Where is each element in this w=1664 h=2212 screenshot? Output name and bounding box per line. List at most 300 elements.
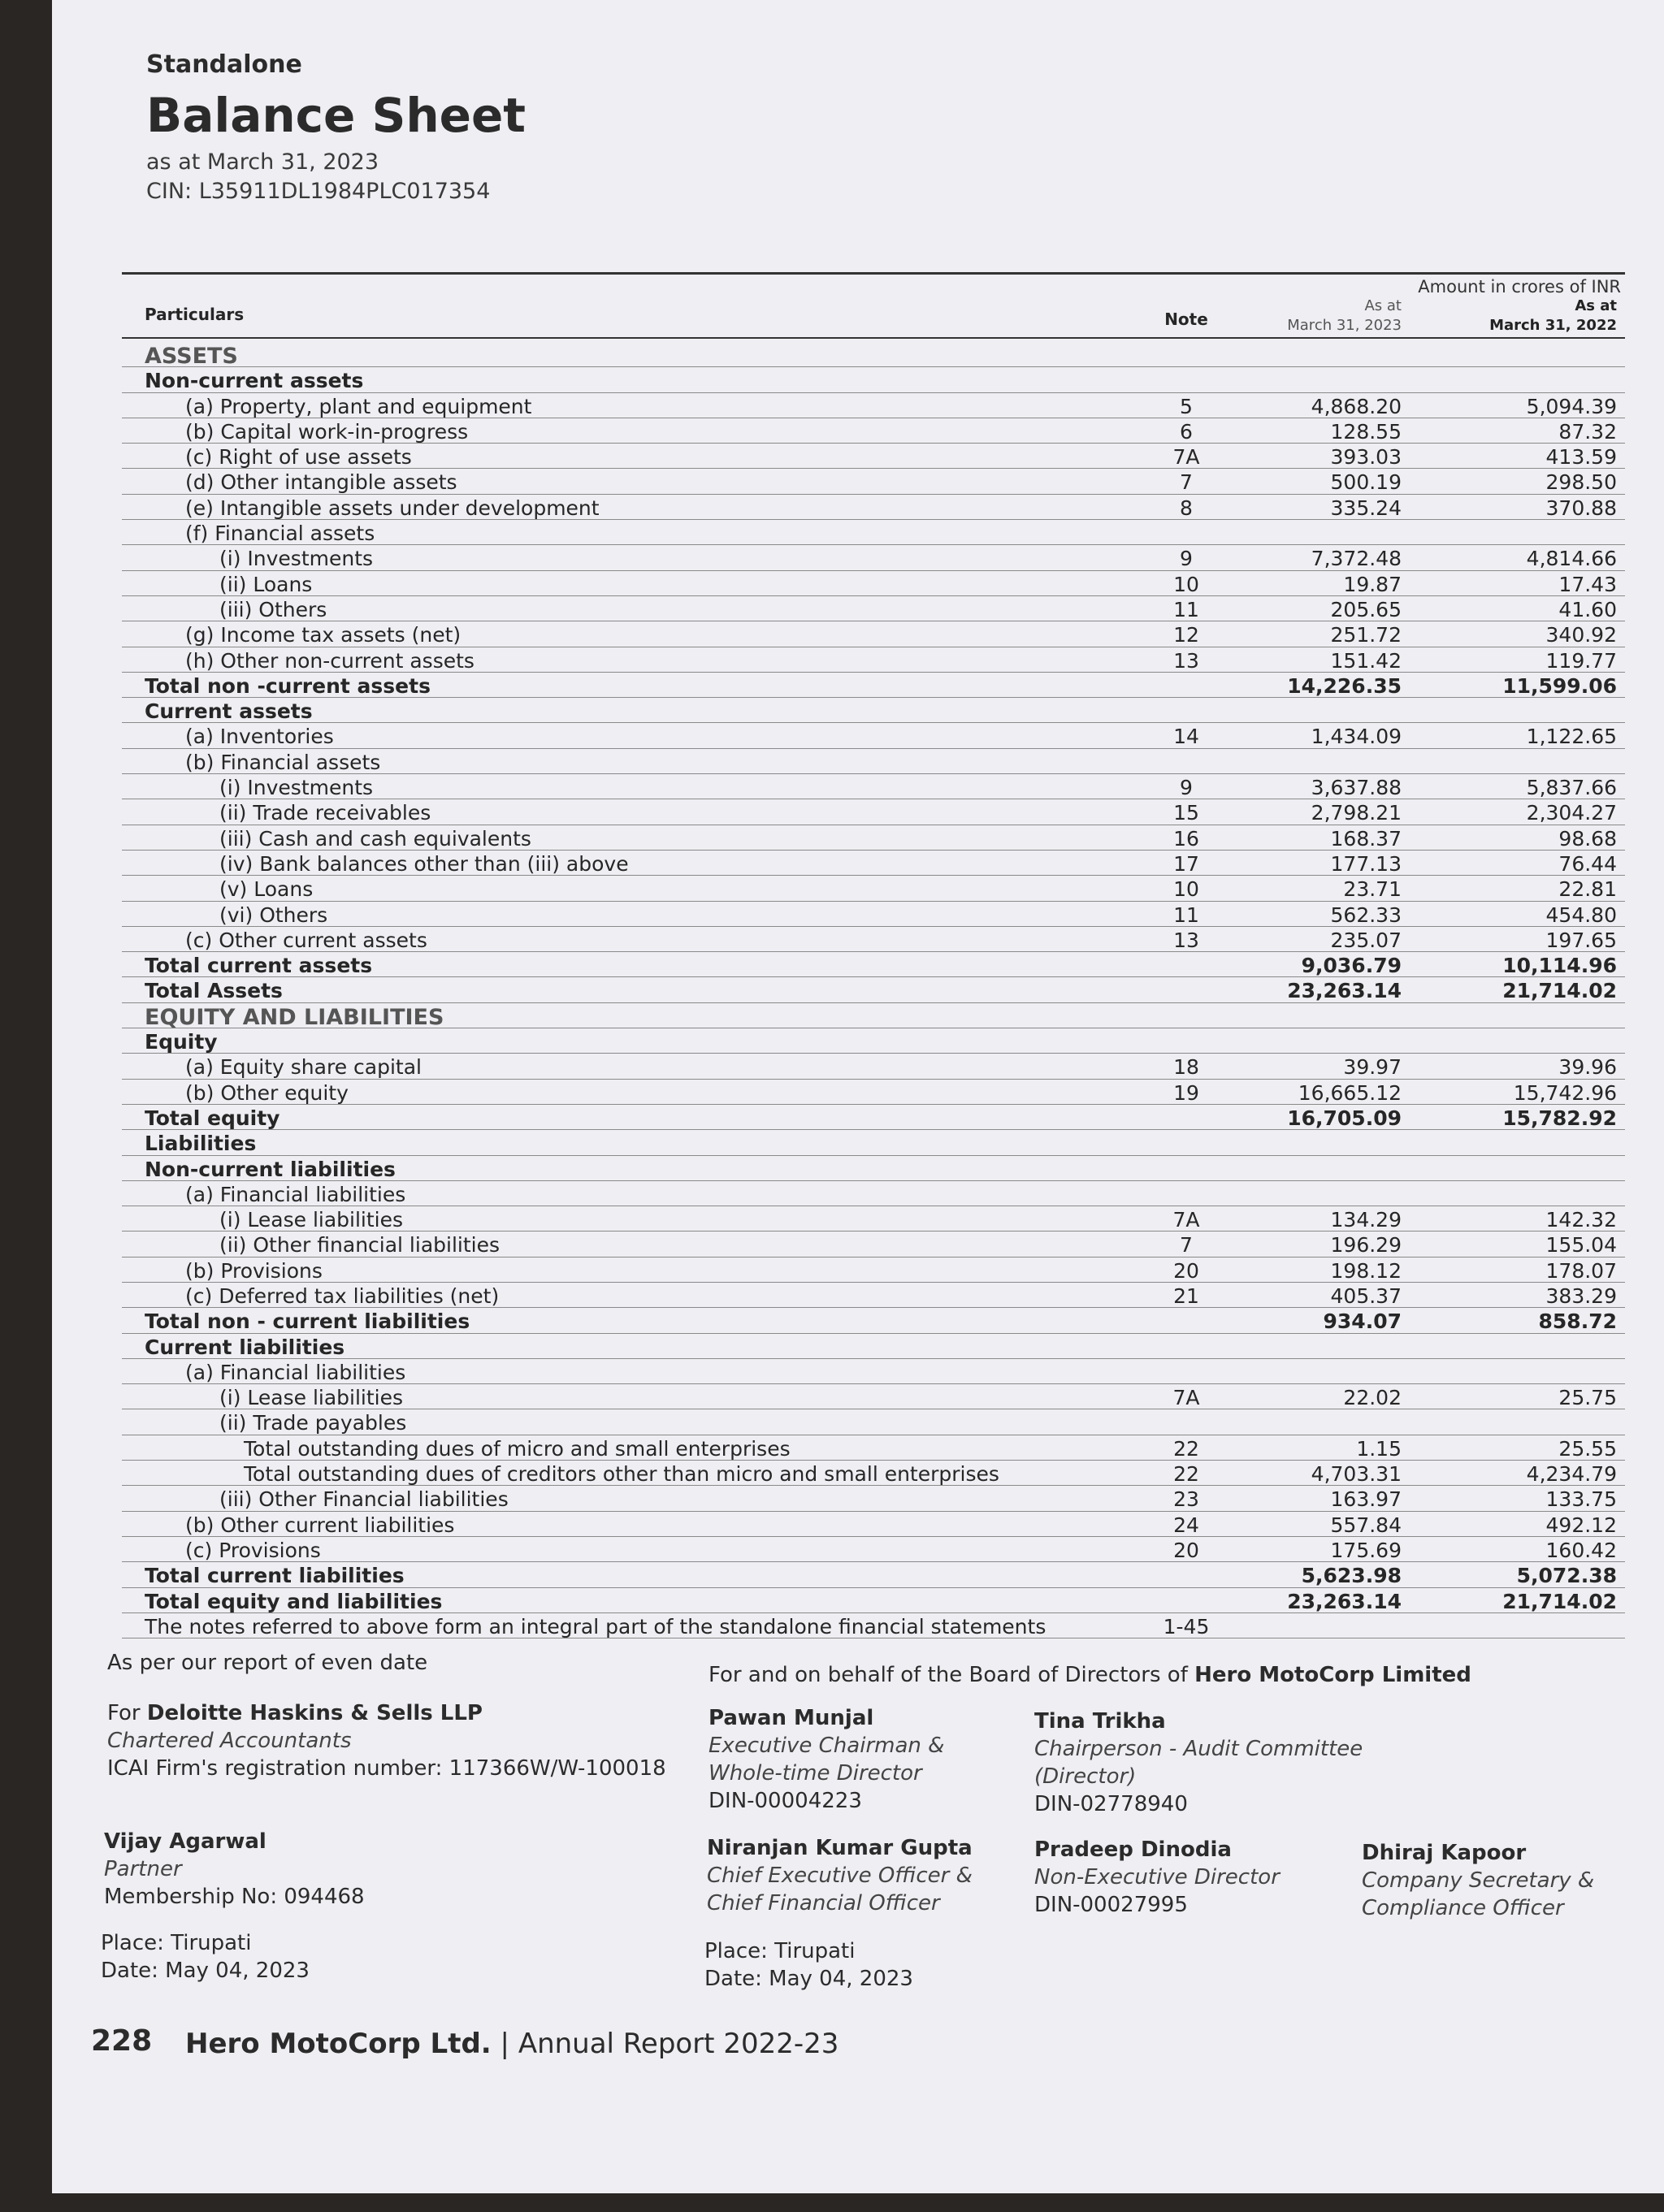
row-note: 7A bbox=[1172, 1386, 1200, 1410]
column-gap bbox=[1402, 1486, 1406, 1510]
col-note: Note bbox=[1164, 310, 1208, 329]
row-label: Total outstanding dues of creditors other than micro and small enterprises bbox=[244, 1462, 999, 1487]
row-label: Total current liabilities bbox=[145, 1564, 405, 1588]
row-value-2022: 25.55 bbox=[1558, 1436, 1617, 1461]
column-gap bbox=[1247, 1156, 1252, 1180]
row-label: (e) Intangible assets under development bbox=[185, 496, 600, 520]
column-gap bbox=[1117, 1588, 1122, 1612]
row-value-2023: 128.55 bbox=[1330, 419, 1402, 444]
column-gap bbox=[1402, 1028, 1406, 1053]
row-value-2023: 1.15 bbox=[1356, 1436, 1402, 1461]
row-value-2022: 5,094.39 bbox=[1526, 394, 1617, 418]
column-gap bbox=[1117, 1308, 1122, 1332]
row-label: (b) Provisions bbox=[185, 1258, 323, 1283]
row-note: 14 bbox=[1173, 725, 1199, 749]
column-gap bbox=[1402, 723, 1406, 747]
row-value-2023: 562.33 bbox=[1330, 903, 1402, 927]
column-gap bbox=[1117, 1080, 1122, 1104]
row-note: 6 bbox=[1180, 419, 1193, 444]
column-gap bbox=[1117, 1562, 1122, 1586]
signatory-1-din: DIN-00004223 bbox=[708, 1789, 862, 1813]
column-gap bbox=[1117, 621, 1122, 646]
row-label: (ii) Trade payables bbox=[219, 1411, 407, 1435]
column-gap bbox=[1402, 1003, 1406, 1028]
table-row bbox=[122, 1537, 1625, 1562]
column-gap bbox=[1117, 1206, 1122, 1231]
column-gap bbox=[1402, 418, 1406, 443]
column-gap bbox=[1247, 1232, 1252, 1256]
column-gap bbox=[1247, 1028, 1252, 1053]
row-note: 20 bbox=[1173, 1538, 1199, 1562]
column-gap bbox=[1402, 1181, 1406, 1206]
row-value-2022: 413.59 bbox=[1545, 445, 1617, 470]
table-row bbox=[122, 1512, 1625, 1537]
signatory-5-role2: Compliance Officer bbox=[1362, 1896, 1564, 1920]
column-gap bbox=[1402, 1206, 1406, 1231]
column-gap bbox=[1247, 1486, 1252, 1510]
row-note: 16 bbox=[1173, 826, 1199, 851]
table-row bbox=[122, 1384, 1625, 1409]
column-gap bbox=[1247, 723, 1252, 747]
column-gap bbox=[1402, 1461, 1406, 1485]
column-gap bbox=[1117, 1232, 1122, 1256]
column-gap bbox=[1117, 1537, 1122, 1561]
row-label: (iii) Others bbox=[219, 597, 327, 621]
table-row bbox=[122, 571, 1625, 596]
row-note: 24 bbox=[1173, 1513, 1199, 1537]
table-row bbox=[122, 444, 1625, 469]
row-value-2023: 500.19 bbox=[1330, 470, 1402, 495]
table-row bbox=[122, 469, 1625, 494]
row-value-2023: 393.03 bbox=[1330, 445, 1402, 470]
row-note: 7A bbox=[1172, 1208, 1200, 1232]
row-label: EQUITY AND LIABILITIES bbox=[145, 1004, 444, 1030]
row-value-2023: 235.07 bbox=[1330, 928, 1402, 952]
column-gap bbox=[1117, 876, 1122, 900]
row-label: Current liabilities bbox=[145, 1335, 345, 1359]
row-value-2023: 39.97 bbox=[1343, 1055, 1402, 1080]
column-gap bbox=[1117, 952, 1122, 976]
column-gap bbox=[1247, 1461, 1252, 1485]
column-gap bbox=[1117, 545, 1122, 569]
partner-role: Partner bbox=[104, 1857, 182, 1881]
row-note: 11 bbox=[1173, 903, 1199, 927]
row-label: (b) Capital work-in-progress bbox=[185, 419, 469, 444]
column-gap bbox=[1402, 952, 1406, 976]
table-row bbox=[122, 596, 1625, 621]
row-value-2022: 5,072.38 bbox=[1516, 1564, 1617, 1588]
row-value-2023: 1,434.09 bbox=[1311, 725, 1402, 749]
row-value-2022: 15,742.96 bbox=[1513, 1080, 1617, 1105]
col-2022-line1: As at bbox=[1575, 297, 1617, 314]
column-gap bbox=[1117, 393, 1122, 418]
row-value-2022: 160.42 bbox=[1545, 1538, 1617, 1562]
row-value-2023: 177.13 bbox=[1330, 851, 1402, 876]
brand-separator: | bbox=[500, 2028, 509, 2060]
row-note: 11 bbox=[1173, 597, 1199, 621]
row-label: (ii) Other financial liabilities bbox=[219, 1233, 500, 1258]
column-gap bbox=[1247, 1384, 1252, 1409]
table-row bbox=[122, 1028, 1625, 1054]
column-gap bbox=[1247, 1409, 1252, 1434]
column-gap bbox=[1247, 520, 1252, 544]
column-gap bbox=[1402, 774, 1406, 799]
row-value-2022: 41.60 bbox=[1558, 597, 1617, 621]
row-value-2023: 5,623.98 bbox=[1301, 1564, 1402, 1588]
signatory-3-role1: Chief Executive Officer & bbox=[707, 1864, 973, 1888]
column-gap bbox=[1247, 393, 1252, 418]
auditor-for: For bbox=[107, 1701, 147, 1725]
row-note: 19 bbox=[1173, 1080, 1199, 1105]
table-row bbox=[122, 1105, 1625, 1130]
column-gap bbox=[1402, 698, 1406, 722]
column-gap bbox=[1247, 1080, 1252, 1104]
signatory-2-din: DIN-02778940 bbox=[1034, 1792, 1188, 1816]
row-value-2023: 251.72 bbox=[1330, 623, 1402, 647]
column-gap bbox=[1117, 520, 1122, 544]
row-value-2023: 405.37 bbox=[1330, 1283, 1402, 1308]
column-gap bbox=[1402, 749, 1406, 773]
row-note: 8 bbox=[1180, 496, 1193, 520]
row-label: (i) Investments bbox=[219, 547, 374, 571]
table-row bbox=[122, 495, 1625, 520]
column-gap bbox=[1117, 647, 1122, 672]
column-gap bbox=[1402, 1156, 1406, 1180]
row-note: 21 bbox=[1173, 1283, 1199, 1308]
column-gap bbox=[1117, 902, 1122, 926]
as-at-date: as at March 31, 2023 bbox=[146, 149, 379, 175]
table-row bbox=[122, 851, 1625, 876]
row-label: Total outstanding dues of micro and small enterprises bbox=[244, 1436, 791, 1461]
row-value-2022: 4,234.79 bbox=[1526, 1462, 1617, 1487]
col-particulars: Particulars bbox=[145, 305, 245, 324]
column-gap bbox=[1117, 444, 1122, 468]
row-note: 5 bbox=[1180, 394, 1193, 418]
table-row bbox=[122, 1181, 1625, 1206]
row-note: 22 bbox=[1173, 1462, 1199, 1487]
column-gap bbox=[1117, 799, 1122, 824]
column-gap bbox=[1247, 1181, 1252, 1206]
row-value-2022: 21,714.02 bbox=[1502, 1589, 1617, 1613]
col-2023 bbox=[1207, 297, 1402, 335]
row-note: 17 bbox=[1173, 851, 1199, 876]
column-gap bbox=[1247, 1258, 1252, 1282]
column-gap bbox=[1247, 418, 1252, 443]
column-gap bbox=[1247, 1105, 1252, 1129]
table-row bbox=[122, 621, 1625, 647]
row-label: (c) Deferred tax liabilities (net) bbox=[185, 1283, 500, 1308]
row-value-2023: 16,705.09 bbox=[1287, 1106, 1402, 1130]
column-gap bbox=[1402, 876, 1406, 900]
amount-unit-note: Amount in crores of INR bbox=[1418, 277, 1621, 297]
table-row bbox=[122, 902, 1625, 927]
column-gap bbox=[1402, 520, 1406, 544]
column-gap bbox=[1402, 367, 1406, 392]
auditor-registration: ICAI Firm's registration number: 117366W/W-100018 bbox=[107, 1756, 666, 1781]
row-value-2023: 22.02 bbox=[1343, 1386, 1402, 1410]
row-value-2023: 23,263.14 bbox=[1287, 979, 1402, 1003]
row-value-2022: 155.04 bbox=[1545, 1233, 1617, 1258]
column-gap bbox=[1402, 1435, 1406, 1460]
column-gap bbox=[1402, 1232, 1406, 1256]
row-value-2022: 383.29 bbox=[1545, 1283, 1617, 1308]
row-value-2023: 14,226.35 bbox=[1287, 673, 1402, 698]
column-gap bbox=[1117, 1613, 1122, 1638]
column-gap bbox=[1117, 367, 1122, 392]
table-row bbox=[122, 1308, 1625, 1333]
row-label: Total non -current assets bbox=[145, 673, 431, 698]
row-value-2023: 198.12 bbox=[1330, 1258, 1402, 1283]
table-row bbox=[122, 1156, 1625, 1181]
column-gap bbox=[1402, 1054, 1406, 1078]
table-row bbox=[122, 1130, 1625, 1155]
column-gap bbox=[1402, 825, 1406, 850]
row-value-2023: 175.69 bbox=[1330, 1538, 1402, 1562]
row-label: (a) Inventories bbox=[185, 725, 334, 749]
place-left: Place: Tirupati bbox=[101, 1931, 252, 1955]
table-row bbox=[122, 774, 1625, 799]
row-label: Equity bbox=[145, 1030, 218, 1054]
table-row bbox=[122, 1258, 1625, 1283]
row-value-2022: 39.96 bbox=[1558, 1055, 1617, 1080]
column-gap bbox=[1117, 418, 1122, 443]
row-label: The notes referred to above form an integral part of the standalone financial statements bbox=[145, 1614, 1046, 1638]
partner-membership: Membership No: 094468 bbox=[104, 1885, 365, 1909]
row-label: Total equity and liabilities bbox=[145, 1589, 443, 1613]
table-row bbox=[122, 723, 1625, 748]
column-gap bbox=[1117, 774, 1122, 799]
row-note: 10 bbox=[1173, 877, 1199, 902]
column-gap bbox=[1117, 851, 1122, 875]
column-gap bbox=[1402, 1080, 1406, 1104]
row-value-2023: 7,372.48 bbox=[1311, 547, 1402, 571]
column-gap bbox=[1402, 495, 1406, 519]
column-gap bbox=[1247, 698, 1252, 722]
column-gap bbox=[1247, 1512, 1252, 1536]
column-gap bbox=[1402, 342, 1406, 366]
column-gap bbox=[1402, 596, 1406, 621]
column-gap bbox=[1247, 444, 1252, 468]
column-gap bbox=[1402, 1537, 1406, 1561]
table-row bbox=[122, 342, 1625, 367]
table-row bbox=[122, 799, 1625, 825]
row-note: 23 bbox=[1173, 1487, 1199, 1512]
table-row bbox=[122, 825, 1625, 851]
row-label: Non-current liabilities bbox=[145, 1157, 396, 1181]
date-left: Date: May 04, 2023 bbox=[101, 1959, 310, 1983]
row-note: 15 bbox=[1173, 801, 1199, 825]
row-label: (f) Financial assets bbox=[185, 522, 375, 546]
table-row bbox=[122, 698, 1625, 723]
column-gap bbox=[1247, 621, 1252, 646]
signatory-5-role1: Company Secretary & bbox=[1362, 1868, 1595, 1893]
column-gap bbox=[1247, 799, 1252, 824]
board-company: Hero MotoCorp Limited bbox=[1194, 1663, 1471, 1687]
row-label: Total current assets bbox=[145, 954, 373, 978]
column-gap bbox=[1247, 749, 1252, 773]
col-2023-line2: March 31, 2023 bbox=[1287, 317, 1402, 334]
row-note: 18 bbox=[1173, 1055, 1199, 1080]
row-label: (a) Financial liabilities bbox=[185, 1360, 406, 1384]
column-gap bbox=[1247, 495, 1252, 519]
column-gap bbox=[1117, 1156, 1122, 1180]
signatory-1-role1: Executive Chairman & bbox=[708, 1734, 945, 1758]
row-value-2023: 934.07 bbox=[1323, 1309, 1402, 1334]
row-value-2022: 298.50 bbox=[1545, 470, 1617, 495]
column-gap bbox=[1402, 1384, 1406, 1409]
column-gap bbox=[1402, 571, 1406, 595]
row-label: Total non - current liabilities bbox=[145, 1309, 470, 1334]
table-row bbox=[122, 749, 1625, 774]
table-row bbox=[122, 1080, 1625, 1105]
table-row bbox=[122, 393, 1625, 418]
row-note: 13 bbox=[1173, 928, 1199, 952]
column-gap bbox=[1247, 1003, 1252, 1028]
row-value-2023: 205.65 bbox=[1330, 597, 1402, 621]
table-row bbox=[122, 1054, 1625, 1079]
row-note: 22 bbox=[1173, 1436, 1199, 1461]
row-note: 10 bbox=[1173, 572, 1199, 596]
report-reference: As per our report of even date bbox=[107, 1651, 428, 1675]
column-gap bbox=[1402, 621, 1406, 646]
table-body bbox=[122, 342, 1625, 1638]
partner-name: Vijay Agarwal bbox=[104, 1829, 266, 1854]
row-value-2023: 557.84 bbox=[1330, 1513, 1402, 1537]
row-value-2023: 16,665.12 bbox=[1298, 1080, 1402, 1105]
row-label: (ii) Trade receivables bbox=[219, 801, 431, 825]
table-row bbox=[122, 367, 1625, 392]
column-gap bbox=[1402, 545, 1406, 569]
column-gap bbox=[1247, 876, 1252, 900]
header-subtitle bbox=[146, 148, 490, 206]
row-label: (h) Other non-current assets bbox=[185, 648, 474, 673]
column-gap bbox=[1117, 1003, 1122, 1028]
column-gap bbox=[1117, 1409, 1122, 1434]
row-value-2022: 142.32 bbox=[1545, 1208, 1617, 1232]
column-gap bbox=[1402, 1130, 1406, 1154]
signatory-2-name: Tina Trikha bbox=[1034, 1709, 1166, 1734]
row-label: (c) Right of use assets bbox=[185, 445, 412, 470]
row-value-2022: 340.92 bbox=[1545, 623, 1617, 647]
row-value-2022: 98.68 bbox=[1558, 826, 1617, 851]
row-value-2022: 178.07 bbox=[1545, 1258, 1617, 1283]
column-gap bbox=[1247, 1537, 1252, 1561]
row-label: (c) Provisions bbox=[185, 1538, 321, 1562]
row-value-2023: 134.29 bbox=[1330, 1208, 1402, 1232]
column-gap bbox=[1402, 1308, 1406, 1332]
row-label: (i) Lease liabilities bbox=[219, 1208, 404, 1232]
row-value-2023: 4,868.20 bbox=[1311, 394, 1402, 418]
row-value-2022: 10,114.96 bbox=[1502, 954, 1617, 978]
column-gap bbox=[1247, 1308, 1252, 1332]
column-gap bbox=[1402, 1334, 1406, 1358]
row-value-2023: 19.87 bbox=[1343, 572, 1402, 596]
row-value-2022: 133.75 bbox=[1545, 1487, 1617, 1512]
row-label: (c) Other current assets bbox=[185, 928, 427, 952]
table-row bbox=[122, 1003, 1625, 1028]
row-value-2022: 197.65 bbox=[1545, 928, 1617, 952]
column-gap bbox=[1247, 571, 1252, 595]
column-gap bbox=[1117, 1334, 1122, 1358]
row-value-2023: 3,637.88 bbox=[1311, 776, 1402, 800]
row-label: (vi) Others bbox=[219, 903, 328, 927]
row-value-2022: 15,782.92 bbox=[1502, 1106, 1617, 1130]
column-gap bbox=[1402, 647, 1406, 672]
table-row bbox=[122, 1435, 1625, 1461]
column-gap bbox=[1402, 799, 1406, 824]
column-gap bbox=[1247, 1130, 1252, 1154]
row-value-2023: 23.71 bbox=[1343, 877, 1402, 902]
row-label: (ii) Loans bbox=[219, 572, 313, 596]
signatory-3-role2: Chief Financial Officer bbox=[707, 1891, 940, 1915]
column-gap bbox=[1117, 1435, 1122, 1460]
column-gap bbox=[1117, 977, 1122, 1002]
report-name: Annual Report 2022-23 bbox=[518, 2028, 839, 2060]
row-value-2022: 119.77 bbox=[1545, 648, 1617, 673]
column-gap bbox=[1402, 469, 1406, 493]
column-gap bbox=[1117, 927, 1122, 951]
row-label: Non-current assets bbox=[145, 369, 364, 393]
row-value-2022: 858.72 bbox=[1538, 1309, 1617, 1334]
page-title: Balance Sheet bbox=[146, 88, 526, 143]
table-row bbox=[122, 977, 1625, 1002]
row-value-2022: 17.43 bbox=[1558, 572, 1617, 596]
column-gap bbox=[1247, 367, 1252, 392]
column-gap bbox=[1247, 1283, 1252, 1307]
signatory-2-role1: Chairperson - Audit Committee bbox=[1034, 1737, 1363, 1761]
column-gap bbox=[1117, 673, 1122, 697]
row-value-2022: 25.75 bbox=[1558, 1386, 1617, 1410]
table-row bbox=[122, 520, 1625, 545]
table-row bbox=[122, 1232, 1625, 1257]
statement-type: Standalone bbox=[146, 50, 302, 79]
table-row bbox=[122, 1283, 1625, 1308]
col-2022 bbox=[1422, 297, 1617, 335]
column-gap bbox=[1402, 1258, 1406, 1282]
row-label: (b) Other current liabilities bbox=[185, 1513, 455, 1537]
row-note: 9 bbox=[1180, 776, 1193, 800]
auditor-type: Chartered Accountants bbox=[107, 1729, 352, 1753]
row-value-2022: 87.32 bbox=[1558, 419, 1617, 444]
column-gap bbox=[1247, 1054, 1252, 1078]
column-gap bbox=[1402, 1588, 1406, 1612]
table-row bbox=[122, 1334, 1625, 1359]
table-row bbox=[122, 952, 1625, 977]
row-value-2023: 23,263.14 bbox=[1287, 1589, 1402, 1613]
column-gap bbox=[1117, 1028, 1122, 1053]
cin-number: CIN: L35911DL1984PLC017354 bbox=[146, 179, 491, 204]
row-label: (b) Other equity bbox=[185, 1080, 349, 1105]
column-gap bbox=[1247, 647, 1252, 672]
row-value-2022: 76.44 bbox=[1558, 851, 1617, 876]
column-gap bbox=[1117, 1461, 1122, 1485]
row-label: ASSETS bbox=[145, 344, 238, 369]
column-gap bbox=[1402, 927, 1406, 951]
row-value-2023: 9,036.79 bbox=[1301, 954, 1402, 978]
column-gap bbox=[1402, 1512, 1406, 1536]
table-row bbox=[122, 1486, 1625, 1511]
row-label: (iii) Other Financial liabilities bbox=[219, 1487, 509, 1512]
column-gap bbox=[1402, 1562, 1406, 1586]
row-label: Current assets bbox=[145, 699, 313, 724]
row-value-2022: 22.81 bbox=[1558, 877, 1617, 902]
column-gap bbox=[1402, 393, 1406, 418]
column-gap bbox=[1117, 1384, 1122, 1409]
row-value-2022: 11,599.06 bbox=[1502, 673, 1617, 698]
row-label: (iii) Cash and cash equivalents bbox=[219, 826, 531, 851]
table-row bbox=[122, 1562, 1625, 1587]
column-gap bbox=[1117, 1105, 1122, 1129]
